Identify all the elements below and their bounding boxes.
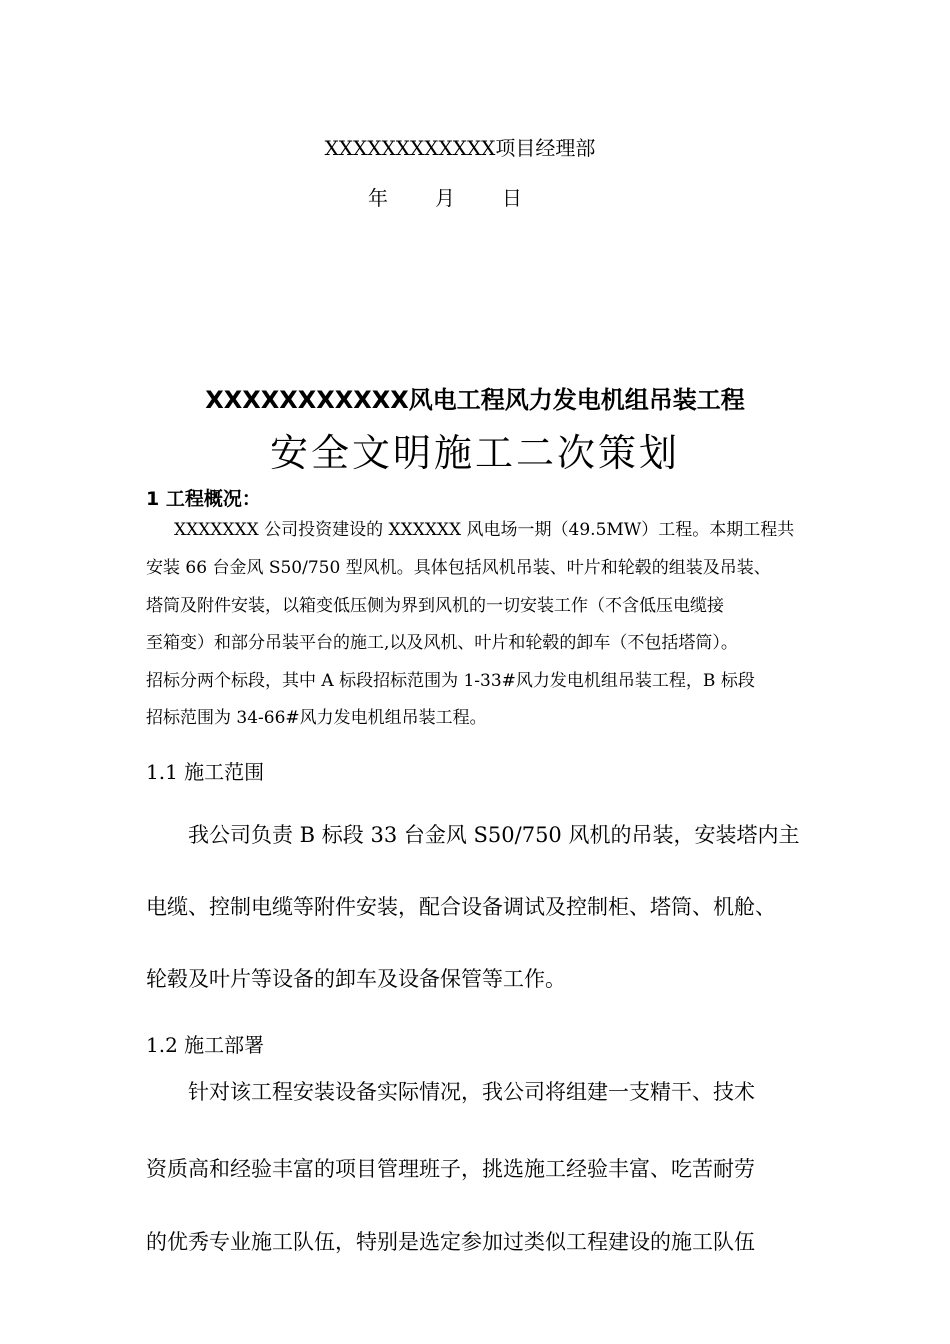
section-1-2-line: 的优秀专业施工队伍，特别是选定参加过类似工程建设的施工队伍: [146, 1230, 755, 1254]
section-1-line: 至箱变）和部分吊装平台的施工,以及风机、叶片和轮毂的卸车（不包括塔筒）。: [146, 633, 738, 653]
section-1-line: 招标范围为 34-66#风力发电机组吊装工程。: [146, 708, 487, 728]
section-1-line: 招标分两个标段，其中 A 标段招标范围为 1-33#风力发电机组吊装工程，B 标段: [146, 671, 755, 691]
section-1-heading: 1 工程概况：: [146, 488, 261, 510]
project-department: XXXXXXXXXXXX项目经理部: [324, 136, 596, 160]
section-1-2-heading: 1.2 施工部署: [146, 1033, 265, 1057]
section-1-line: 塔筒及附件安装，以箱变低压侧为界到风机的一切安装工作（不含低压电缆接: [146, 596, 724, 616]
section-1-1-line: 我公司负责 B 标段 33 台金风 S50/750 风机的吊装，安装塔内主: [188, 823, 800, 847]
section-1-1-line: 电缆、控制电缆等附件安装，配合设备调试及控制柜、塔筒、机舱、: [146, 895, 776, 919]
section-1-2-line: 针对该工程安装设备实际情况，我公司将组建一支精干、技术: [188, 1080, 755, 1104]
section-1-2-line: 资质高和经验丰富的项目管理班子，挑选施工经验丰富、吃苦耐劳: [146, 1157, 755, 1181]
section-1-line: 安装 66 台金风 S50/750 型风机。具体包括风机吊装、叶片和轮毂的组装及吊装、: [146, 558, 771, 578]
date-month: 月: [435, 186, 455, 210]
section-1-line: XXXXXXX 公司投资建设的 XXXXXX 风电场一期（49.5MW）工程。本期工程共: [174, 520, 795, 540]
document-title: XXXXXXXXXXX风电工程风力发电机组吊装工程: [205, 386, 745, 414]
document-subtitle: 安全文明施工二次策划: [269, 431, 680, 475]
section-1-1-line: 轮毂及叶片等设备的卸车及设备保管等工作。: [146, 967, 566, 991]
date-year: 年: [368, 186, 388, 210]
date-day: 日: [502, 186, 522, 210]
date-line: [368, 182, 522, 211]
section-1-1-heading: 1.1 施工范围: [146, 760, 265, 784]
